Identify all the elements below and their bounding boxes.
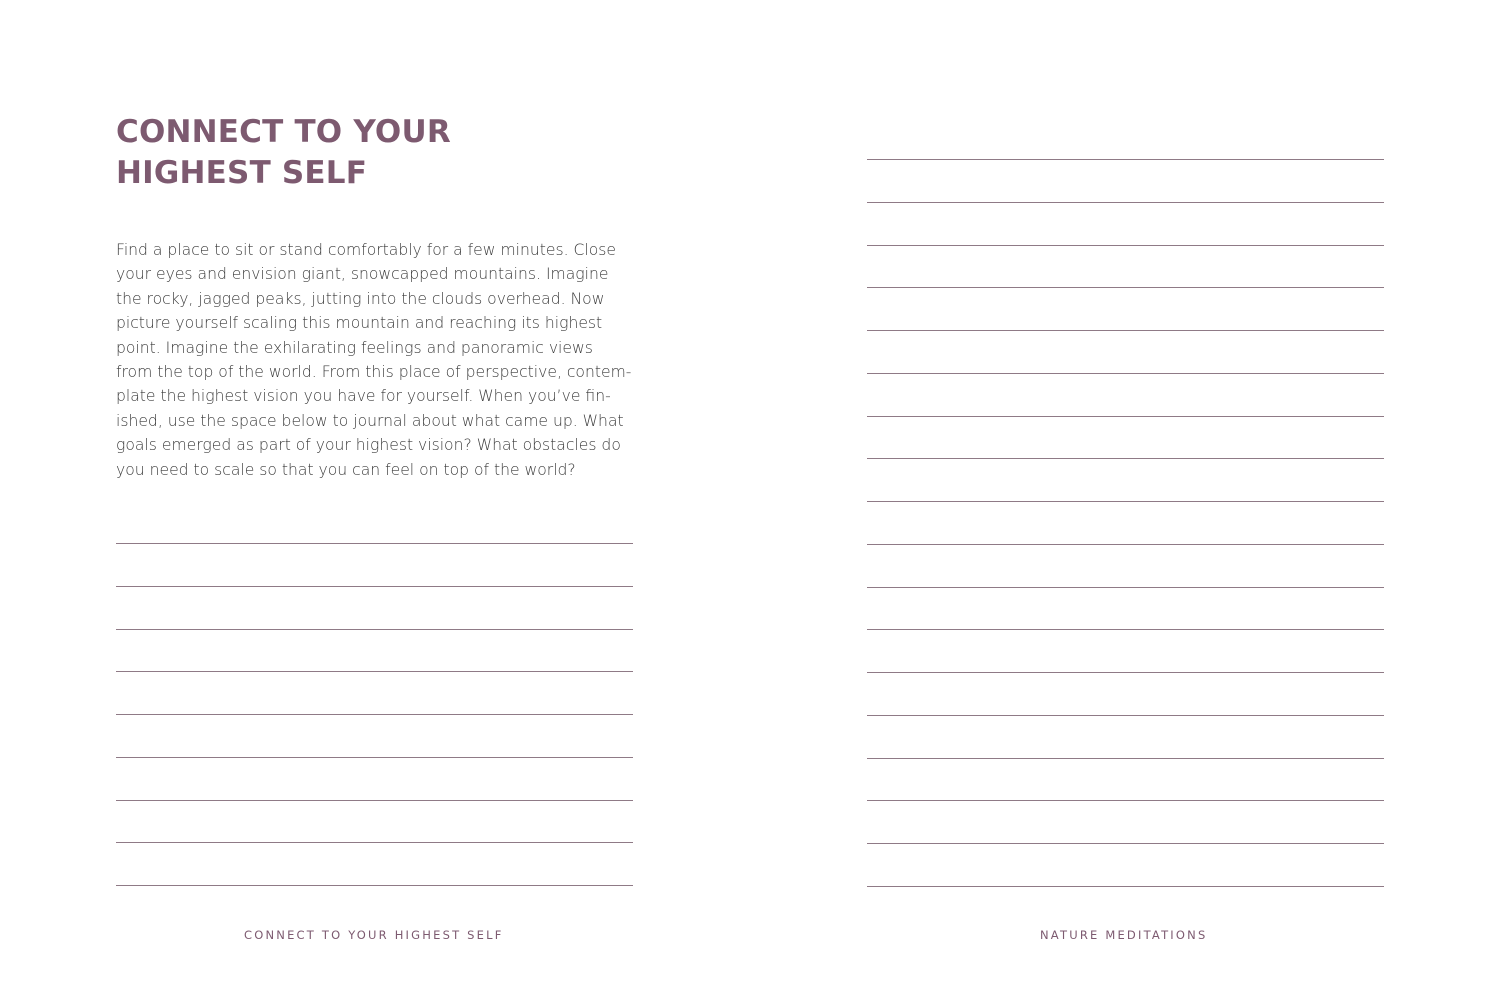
page-title (116, 112, 451, 194)
body-line: the rocky, jagged peaks, jutting into the clouds overhead. Now (116, 289, 605, 308)
journal-line (867, 202, 1384, 203)
meditation-instructions (116, 238, 636, 482)
journal-line (867, 416, 1384, 417)
body-line: from the top of the world. From this place of perspective, contem- (116, 363, 632, 382)
body-line: goals emerged as part of your highest vision? What obstacles do (116, 436, 621, 455)
right-page (750, 0, 1500, 1003)
running-footer-right: NATURE MEDITATIONS (1040, 928, 1208, 942)
journal-line (867, 715, 1384, 716)
journal-line (116, 842, 633, 843)
body-line: plate the highest vision you have for yourself. When you’ve fin- (116, 387, 611, 406)
journal-line (116, 885, 633, 886)
body-line: you need to scale so that you can feel on top of the world? (116, 460, 576, 479)
journal-line (867, 330, 1384, 331)
journal-line (116, 629, 633, 630)
journal-line (116, 671, 633, 672)
journal-line (867, 373, 1384, 374)
journal-line (867, 843, 1384, 844)
journal-line (867, 758, 1384, 759)
journal-line (867, 800, 1384, 801)
journal-line (116, 800, 633, 801)
journal-line (867, 458, 1384, 459)
body-line: picture yourself scaling this mountain and reaching its highest (116, 314, 603, 333)
journal-line (867, 245, 1384, 246)
journal-line (867, 287, 1384, 288)
body-line: ished, use the space below to journal about what came up. What (116, 411, 624, 430)
running-footer-left: CONNECT TO YOUR HIGHEST SELF (244, 928, 504, 942)
journal-line (867, 159, 1384, 160)
journal-line (867, 672, 1384, 673)
journal-line (867, 544, 1384, 545)
body-line: Find a place to sit or stand comfortably for a few minutes. Close (116, 241, 616, 259)
page-title-line: HIGHEST SELF (116, 155, 368, 191)
journal-line (867, 587, 1384, 588)
journal-line (116, 757, 633, 758)
journal-line (116, 714, 633, 715)
journal-line (867, 501, 1384, 502)
body-line: point. Imagine the exhilarating feelings and panoramic views (116, 338, 593, 357)
journal-line (867, 629, 1384, 630)
body-line: your eyes and envision giant, snowcapped mountains. Imagine (116, 265, 609, 284)
journal-line (867, 886, 1384, 887)
journal-line (116, 586, 633, 587)
journal-line (116, 543, 633, 544)
page-title-line: CONNECT TO YOUR (116, 114, 451, 150)
